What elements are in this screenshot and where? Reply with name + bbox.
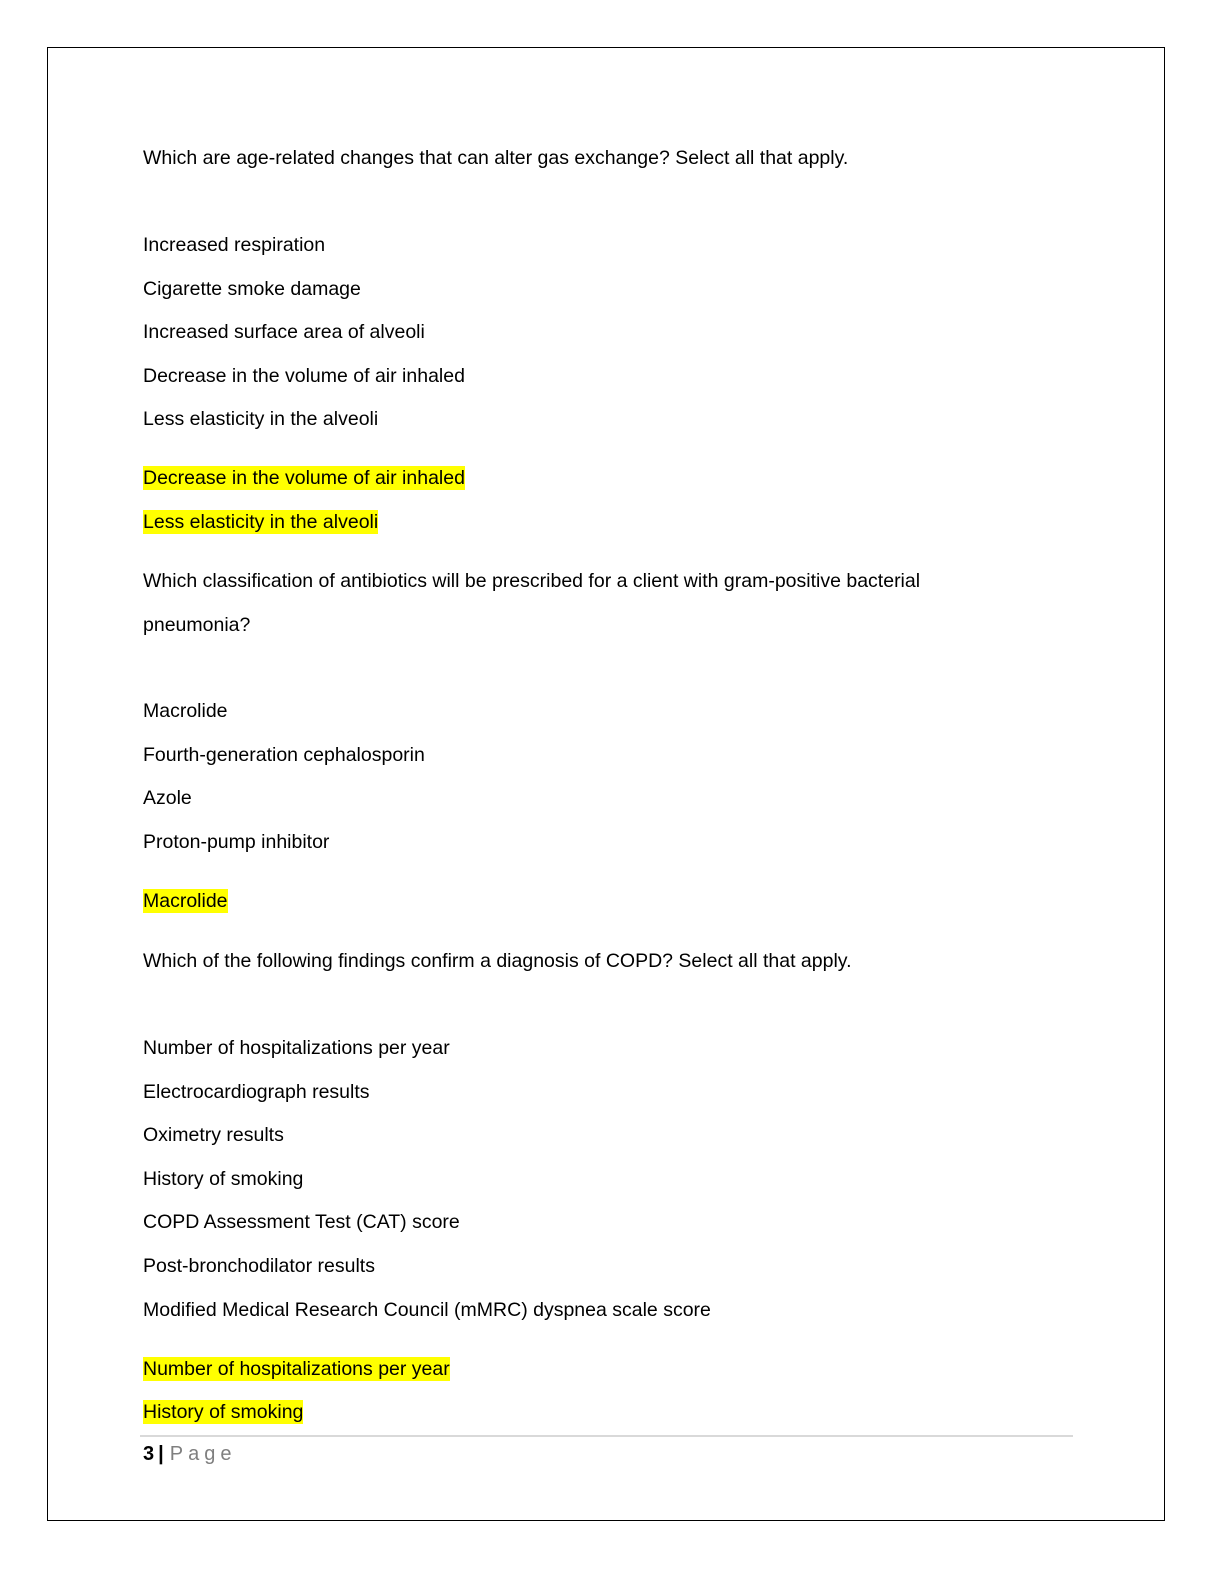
question-text: Which classification of antibiotics will be prescribed for a client with gram-positive bacterial [143,570,921,592]
option: Increased surface area of alveoli [143,321,425,343]
answer-highlighted: Decrease in the volume of air inhaled [143,467,465,489]
option: Cigarette smoke damage [143,278,361,300]
option: Post-bronchodilator results [143,1255,375,1277]
option: Increased respiration [143,234,326,256]
option: Proton-pump inhibitor [143,831,330,853]
option: Less elasticity in the alveoli [143,408,379,430]
option: Azole [143,787,192,809]
option: Number of hospitalizations per year [143,1037,450,1059]
question-text: Which are age-related changes that can alter gas exchange? Select all that apply. [143,147,849,169]
footer-rule [140,1435,1073,1437]
option: COPD Assessment Test (CAT) score [143,1211,460,1233]
option: Oximetry results [143,1124,284,1146]
answer-highlighted: History of smoking [143,1401,304,1423]
option: Decrease in the volume of air inhaled [143,365,465,387]
option: Fourth-generation cephalosporin [143,744,425,766]
question-text: pneumonia? [143,614,251,636]
answer-highlighted: Less elasticity in the alveoli [143,511,379,533]
option: Modified Medical Research Council (mMRC) dyspnea scale score [143,1299,711,1321]
option: Macrolide [143,700,228,722]
page-number: 3 [143,1443,155,1465]
page-footer [143,1442,236,1466]
question-text: Which of the following findings confirm a diagnosis of COPD? Select all that apply. [143,950,852,972]
page-label: Page [169,1443,237,1465]
option: History of smoking [143,1168,304,1190]
answer-highlighted: Number of hospitalizations per year [143,1358,450,1380]
footer-separator: | [158,1443,164,1465]
option: Electrocardiograph results [143,1081,370,1103]
answer-highlighted: Macrolide [143,890,228,912]
